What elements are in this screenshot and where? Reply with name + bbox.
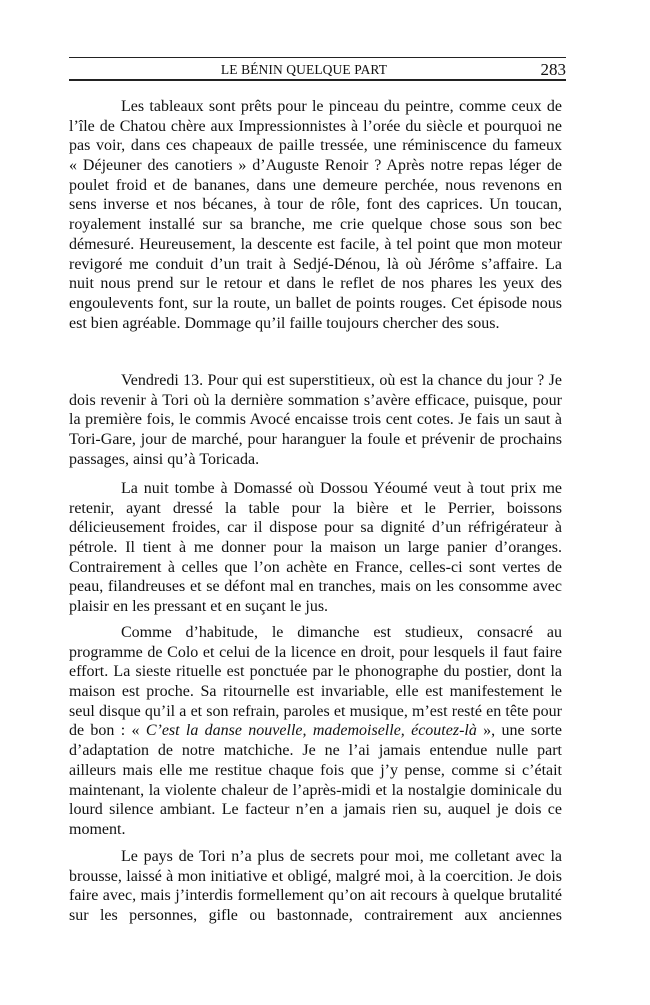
text-line: retenir, ayant dressé la table pour la bière et le Perrier, boissons <box>69 499 562 517</box>
text-line: dois revenir à Tori où la dernière sommation s’avère efficace, puisque, pour <box>69 391 562 409</box>
page-number: 283 <box>540 60 566 79</box>
text-line: royalement installé sur sa branche, me crie quelque chose sous son bec <box>69 216 562 234</box>
running-head: LE BÉNIN QUELQUE PART <box>220 62 388 77</box>
text-line: « Déjeuner des canotiers » d’Auguste Renoir ? Après notre repas léger de <box>69 157 562 175</box>
text-line: délicieusement froides, car il dispose pour sa dignité d’un réfrigérateur à <box>69 519 562 537</box>
text-line: programme de Colo et celui de la licence en droit, pour lesquels il faut faire <box>69 643 562 661</box>
text-segment: », une sorte <box>476 722 563 740</box>
text-line: la première fois, le commis Avocé encaisse trois cent cotes. Je fais un saut à <box>69 411 562 429</box>
text-line: d’adaptation de notre matchiche. Je ne l’ai jamais entendue nulle part <box>69 742 562 760</box>
text-line: lourd silence ambiant. Le facteur n’en a jamais rien su, auquel je dois ce <box>69 801 562 819</box>
text-line: Le pays de Tori n’a plus de secrets pour moi, me colletant avec la <box>121 848 562 865</box>
text-line: revigoré me conduit d’un trait à Sedjé-Dénou, là où Jérôme s’affaire. La <box>69 255 562 273</box>
text-line: effort. La sieste rituelle est ponctuée par le phonographe du postier, dont la <box>69 663 562 681</box>
text-line <box>69 721 562 741</box>
text-segment: de bon : « <box>69 722 146 740</box>
paragraph-tori <box>69 847 562 926</box>
text-line: plaisir en les pressant et en suçant le jus. <box>69 598 329 616</box>
text-line: peau, filandreuses et se défont mal en tranches, mais on les consomme avec <box>69 578 562 596</box>
text-line: poulet froid et de bananes, dans une demeure perchée, nous revenons en <box>69 176 562 194</box>
text-line: Tori-Gare, jour de marché, pour haranguer la foule et prévenir de prochains <box>69 431 562 449</box>
text-line: faire avec, mais j’interdis formellement qu’on ait recours à quelque brutalité <box>69 887 562 905</box>
text-line: Contrairement à celles que l’on achète en France, celles-ci sont vertes de <box>69 558 562 576</box>
text-line: pétrole. Il tient à me donner pour la maison un large panier d’oranges. <box>69 539 562 557</box>
text-line: brousse, laissé à mon initiative et obligé, malgré moi, à la coercition. Je dois <box>69 867 562 885</box>
text-line: ailleurs mais elle me restitue chaque fois que j’y pense, comme si c’était <box>69 761 562 779</box>
text-line: nuit nous prend sur le retour et dans le reflet de nos phares les yeux des <box>69 275 562 293</box>
text-line: La nuit tombe à Domassé où Dossou Yéoumé veut à tout prix me <box>121 480 562 497</box>
text-line: seul disque qu’il a et son refrain, paroles et musique, m’est resté en tête pour <box>69 702 562 720</box>
text-line: maison est proche. Sa ritournelle est invariable, elle est manifestement le <box>69 683 562 701</box>
italic-quote: C’est la danse nouvelle, mademoiselle, écoutez-là <box>145 722 477 740</box>
text-line: passages, ainsi qu’à Toricada. <box>69 450 260 468</box>
text-line: pas voir, dans ces chapeaux de paille tressée, une réminiscence du fameux <box>69 137 562 155</box>
header-rule-bottom <box>69 79 566 81</box>
paragraph-dimanche <box>69 623 562 840</box>
text-line: l’île de Chatou chère aux Impressionnistes à l’orée du siècle et pourquoi ne <box>69 117 562 135</box>
text-line: Comme d’habitude, le dimanche est studieux, consacré au <box>121 624 562 641</box>
text-line: démesuré. Heureusement, la descente est facile, à tel point que mon moteur <box>69 235 562 253</box>
text-line: Les tableaux sont prêts pour le pinceau du peintre, comme ceux de <box>121 98 562 115</box>
paragraph-renoir <box>69 97 562 333</box>
paragraph-vendredi <box>69 371 562 469</box>
paragraph-domasse <box>69 479 562 617</box>
text-line: maintenant, la violente chaleur de l’après-midi et la nostalgie dominicale du <box>69 781 562 799</box>
text-line: Vendredi 13. Pour qui est superstitieux, où est la chance du jour ? Je <box>121 372 562 389</box>
text-line: sur les personnes, gifle ou bastonnade, contrairement aux anciennes <box>69 907 562 925</box>
text-line: moment. <box>69 820 126 838</box>
header-rule-top <box>69 57 566 58</box>
text-line: est bien agréable. Dommage qu’il faille toujours chercher des sous. <box>69 314 500 332</box>
text-line: sens inverse et nos bécanes, à tour de rôle, font des caprices. Un toucan, <box>69 196 562 214</box>
text-line: engoulevents font, sur la route, un ballet de points rouges. Cet épisode nous <box>69 294 562 312</box>
